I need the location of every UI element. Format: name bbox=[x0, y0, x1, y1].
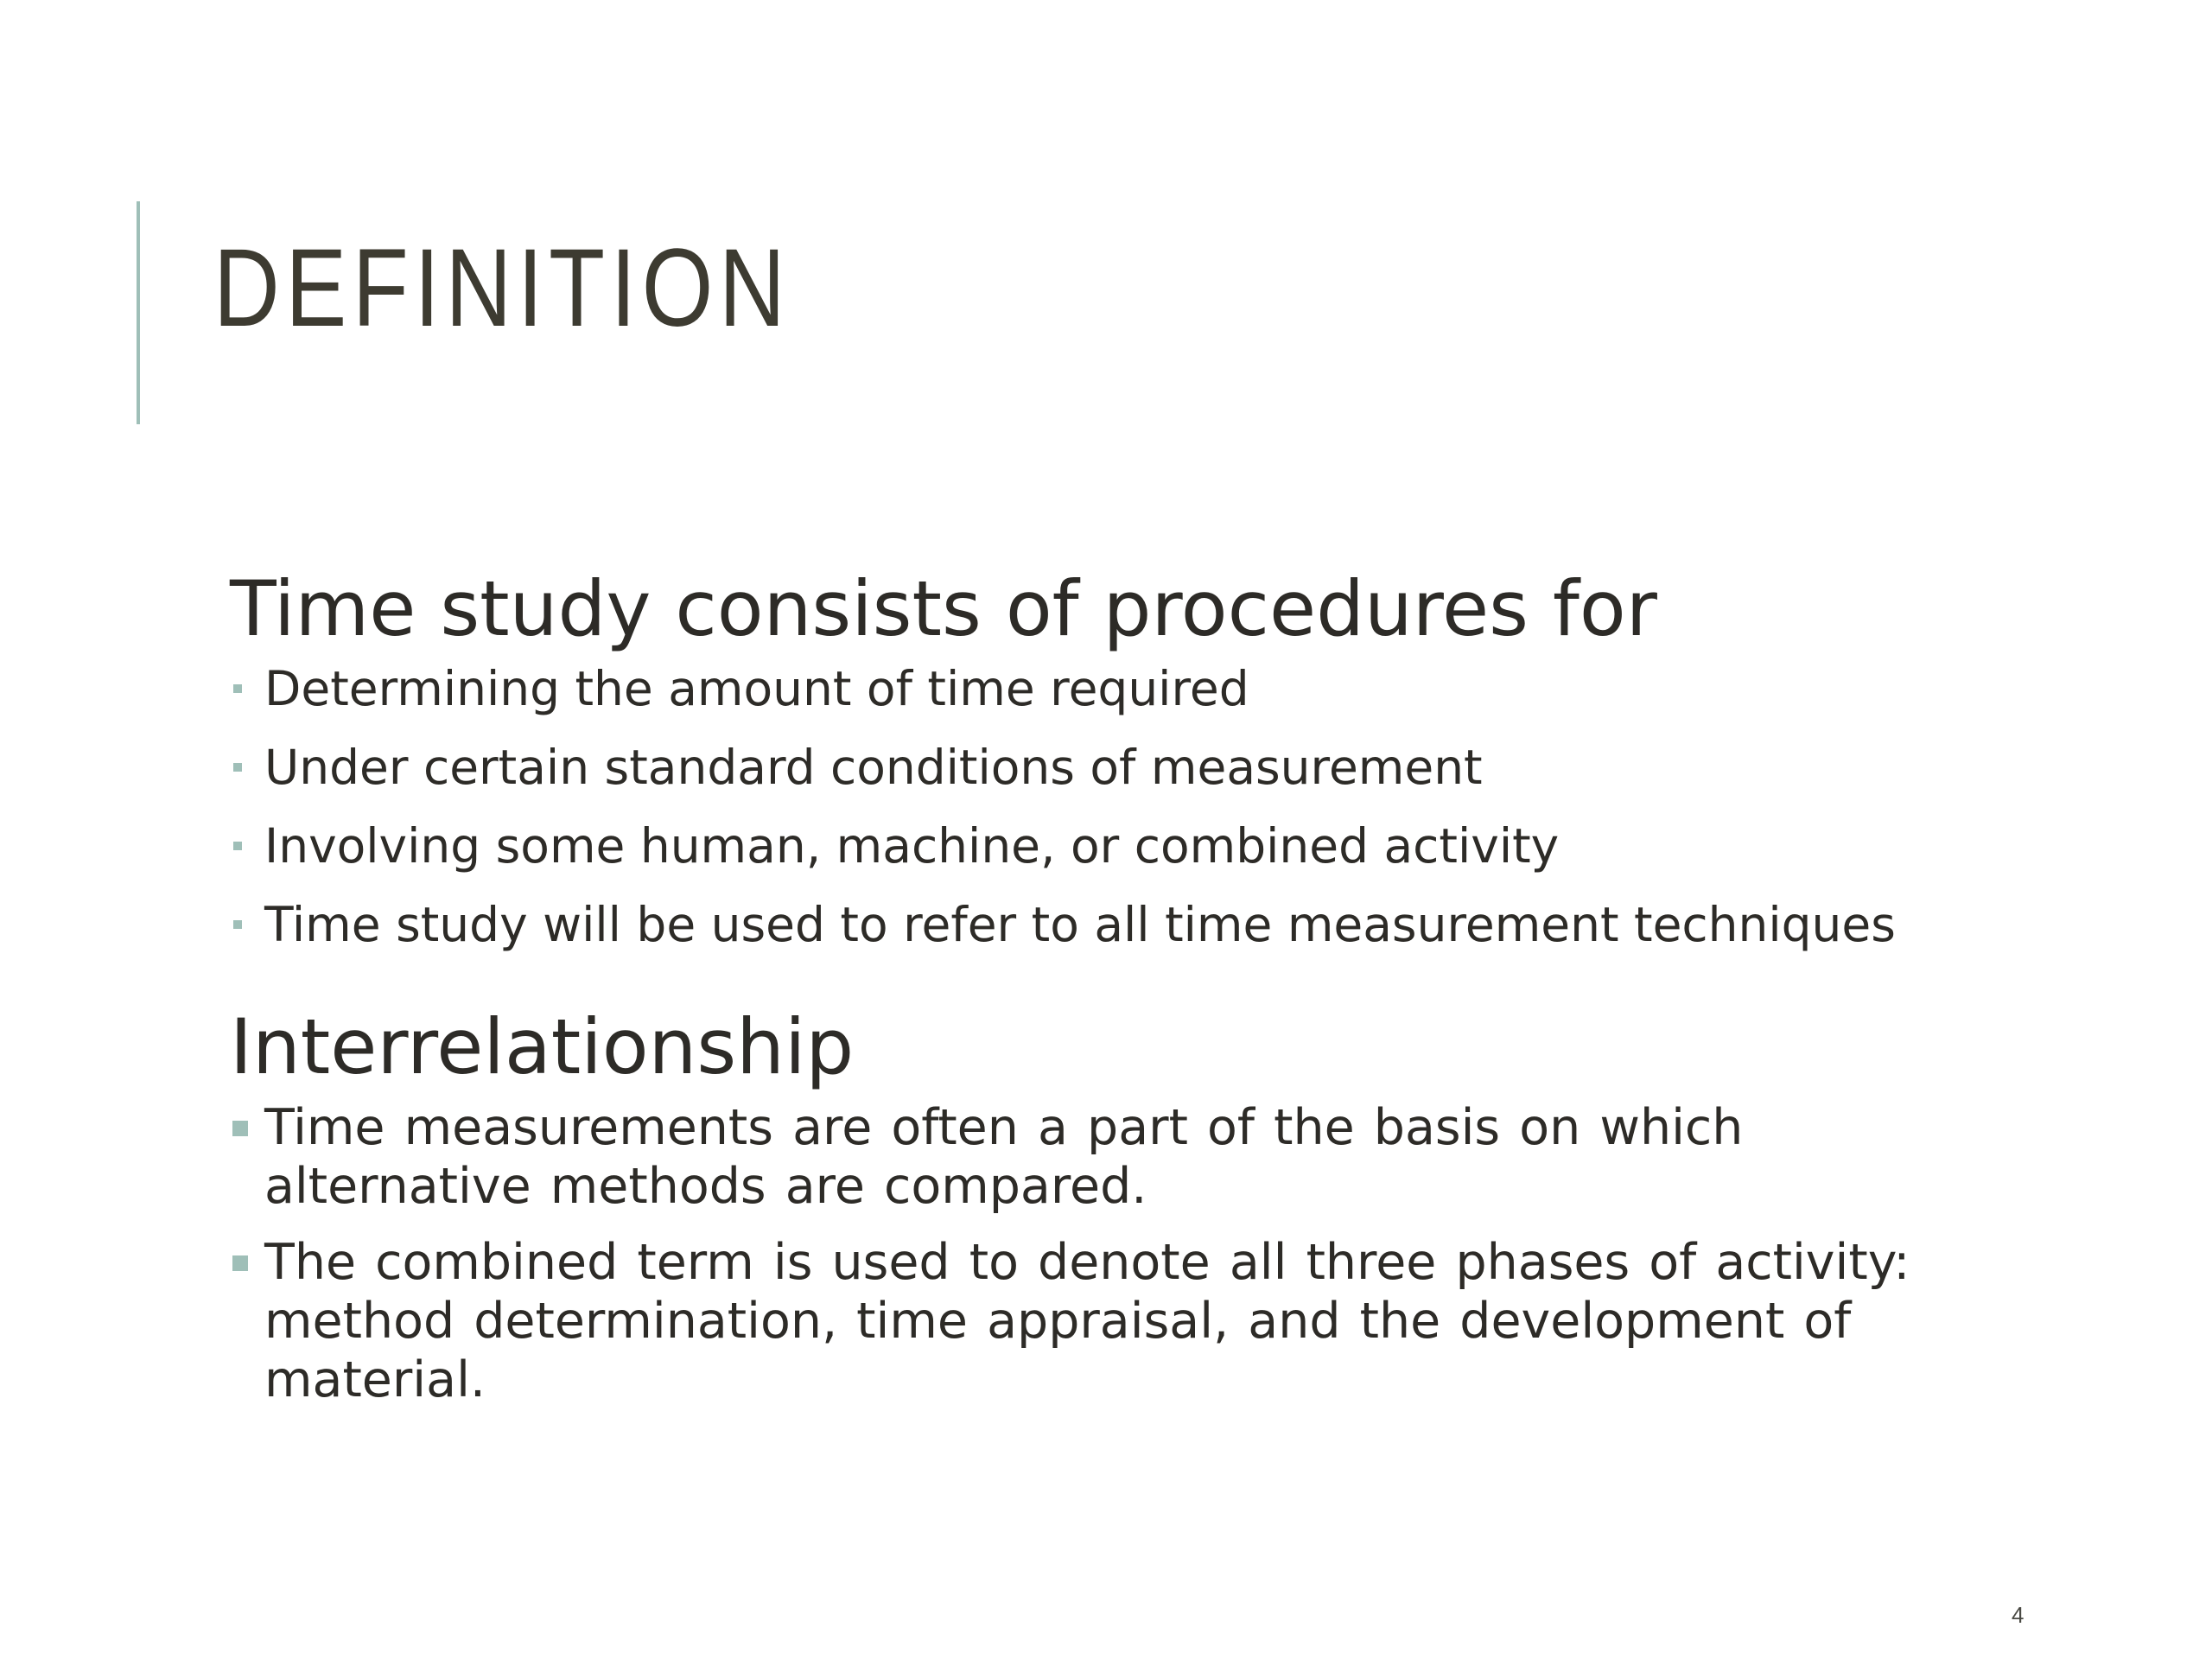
bullet-item bbox=[230, 658, 2044, 719]
square-bullet-icon bbox=[233, 920, 242, 929]
section-interrelationship bbox=[230, 1000, 2044, 1409]
bullet-list bbox=[230, 1098, 2044, 1409]
square-bullet-icon bbox=[233, 684, 242, 693]
slide-title: DEFINITION bbox=[213, 226, 791, 350]
square-bullet-icon bbox=[233, 763, 242, 772]
bullet-text: Time measurements are often a part of the basis on which alternative methods are compared. bbox=[264, 1099, 1744, 1215]
bullet-text: Under certain standard conditions of measurement bbox=[264, 740, 1483, 795]
bullet-text: Time study will be used to refer to all time measurement techniques bbox=[264, 897, 1896, 952]
bullet-list bbox=[230, 658, 2044, 955]
section-heading: Interrelationship bbox=[230, 1002, 855, 1091]
bullet-item bbox=[230, 1098, 1958, 1216]
section-time-study bbox=[230, 562, 2044, 955]
page-number: 4 bbox=[2012, 1602, 2024, 1628]
square-bullet-icon bbox=[233, 842, 242, 850]
bullet-item bbox=[230, 894, 2044, 955]
bullet-text: Determining the amount of time required bbox=[264, 661, 1249, 716]
bullet-text: The combined term is used to denote all three phases of activity: method determination, time appraisal, and the development of material. bbox=[264, 1234, 1910, 1408]
title-accent-rule bbox=[137, 201, 140, 424]
slide-content bbox=[230, 562, 2044, 1427]
square-bullet-icon bbox=[232, 1121, 248, 1136]
section-heading: Time study consists of procedures for bbox=[230, 564, 1657, 653]
square-bullet-icon bbox=[232, 1255, 248, 1271]
bullet-text: Involving some human, machine, or combined activity bbox=[264, 818, 1560, 874]
bullet-item bbox=[230, 1233, 1958, 1409]
bullet-item bbox=[230, 737, 2044, 798]
bullet-item bbox=[230, 816, 2044, 876]
